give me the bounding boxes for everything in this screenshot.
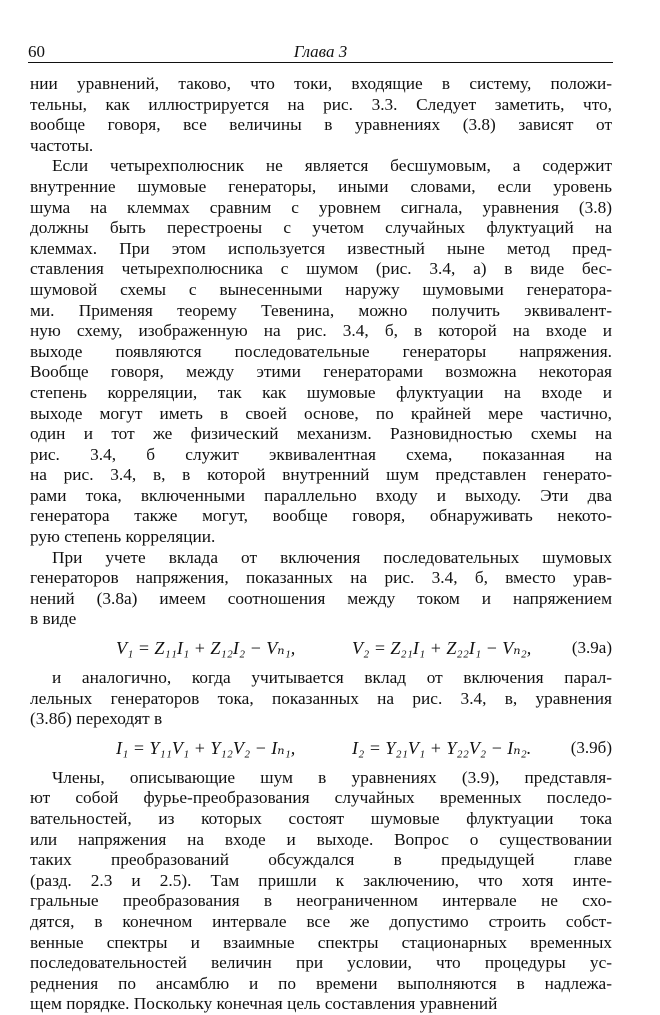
text-line: вообще говоря, все величины в уравнениях (3.8) зависят от — [30, 115, 612, 135]
equation-3-9b — [30, 734, 612, 764]
text-line: или напряжения на входе и выходе. Вопрос о существовании — [30, 829, 612, 849]
text-line: степень корреляции, так как шумовые флуктуации на входе и — [30, 382, 612, 402]
text-line: шума на клеммах сравним с уровнем сигнала, уравнения (3.8) — [30, 197, 612, 217]
text-line: внутренние шумовые генераторы, иными словами, если уровень — [30, 176, 612, 196]
text-line: ют собой фурье-преобразования случайных временных последо- — [30, 788, 612, 808]
equation-3-9a — [30, 634, 612, 664]
text-line: выходе появляются последовательные генераторы напряжения. — [30, 341, 612, 361]
text-line: щем порядке. Поскольку конечная цель составления уравнений — [30, 994, 498, 1014]
text-line: гральные преобразования в неограниченном интервале не схо- — [30, 891, 612, 911]
text-line: лельных генераторов тока, показанных на рис. 3.4, в, уравнения — [30, 688, 612, 708]
text-line: вательностей, из которых состоят шумовые флуктуации тока — [30, 809, 612, 828]
text-line: нений (3.8а) имеем соотношения между током и напряжением — [30, 588, 612, 608]
text-line: рами тока, включенными параллельно входу и выходу. Эти два — [30, 485, 612, 505]
paragraph-noise-generators — [30, 156, 612, 547]
text-line: последовательностей величин при условии, что процедуры ус- — [30, 953, 612, 973]
text-line: (разд. 2.3 и 2.5). Там пришли к заключению, что хотя инте- — [30, 870, 612, 890]
text-line: дятся, в конечном интервале все же допустимо строить собст- — [30, 911, 612, 931]
text-line: нии уравнений, таково, что токи, входящие в систему, положи- — [30, 74, 612, 93]
text-line: рис. 3.4, б служит эквивалентная схема, показанная на — [30, 444, 612, 464]
page-body — [30, 74, 612, 1015]
equation-3-9b-number: (3.9б) — [570, 737, 612, 757]
equation-3-9b-left: I₁ = Y₁₁V₁ + Y₁₂V₂ − Iₙ₁, — [116, 737, 296, 758]
text-line: частоты. — [30, 135, 94, 155]
text-line: на рис. 3.4, в, в которой внутренний шум представлен генерато- — [30, 465, 612, 485]
paragraph-series-generators — [30, 548, 612, 630]
text-line: Вообще говоря, между этими генераторами возможна некоторая — [30, 362, 612, 382]
text-line: (3.8б) переходят в — [30, 709, 163, 729]
text-line: шумовой схемы с вынесенными наружу шумовыми генератора- — [30, 279, 612, 299]
text-line: тельны, как иллюстрируется на рис. 3.3. Следует заметить, что, — [30, 94, 612, 114]
text-line: клеммах. При этом используется известный ныне метод пред- — [30, 238, 612, 258]
text-line: ми. Применяя теорему Тевенина, можно получить эквивалент- — [30, 300, 612, 320]
text-line: рую степень корреляции. — [30, 527, 216, 547]
text-line: в виде — [30, 609, 77, 629]
text-line: и аналогично, когда учитывается вклад от включения парал- — [52, 668, 612, 688]
text-line: таких преобразований обсуждался в предыдущей главе — [30, 850, 612, 870]
text-line: венные спектры и взаимные спектры стационарных временных — [30, 932, 612, 952]
equation-3-9a-number: (3.9а) — [571, 638, 612, 658]
equation-3-9a-left: V₁ = Z₁₁I₁ + Z₁₂I₂ − Vₙ₁, — [116, 638, 296, 659]
text-line: реднения по ансамблю и по времени выполняются в надлежа- — [30, 973, 612, 993]
page-number: 60 — [28, 42, 45, 61]
paragraph-continuation — [30, 74, 612, 156]
paragraph-parallel-generators — [30, 668, 612, 730]
text-line: Члены, описывающие шум в уравнениях (3.9), представля- — [52, 767, 612, 787]
page-header — [28, 42, 613, 63]
text-line: Если четырехполюсник не является бесшумовым, а содержит — [52, 156, 612, 176]
text-line: должны быть перестроены с учетом случайных флуктуаций на — [30, 218, 612, 238]
text-line: ную схему, изображенную на рис. 3.4, б, в которой на входе и — [30, 321, 612, 341]
text-line: генераторов напряжения, показанных на рис. 3.4, б, вместо урав- — [30, 568, 612, 588]
chapter-title: Глава 3 — [293, 42, 348, 61]
text-line: При учете вклада от включения последовательных шумовых — [52, 547, 612, 567]
paragraph-noise-terms — [30, 768, 612, 1015]
equation-3-9b-right: I₂ = Y₂₁V₁ + Y₂₂V₂ − Iₙ₂. — [352, 737, 532, 758]
equation-3-9a-right: V₂ = Z₂₁I₁ + Z₂₂I₁ − Vₙ₂, — [352, 638, 532, 659]
text-line: ставления четырехполюсника с шумом (рис. 3.4, а) в виде бес- — [30, 259, 612, 279]
text-line: генератора также могут, вообще говоря, обнаруживать некото- — [30, 506, 612, 526]
text-line: один и тот же физический механизм. Разновидностью схемы на — [30, 424, 612, 444]
text-line: выходе могут иметь в своей основе, по крайней мере частично, — [30, 403, 612, 423]
